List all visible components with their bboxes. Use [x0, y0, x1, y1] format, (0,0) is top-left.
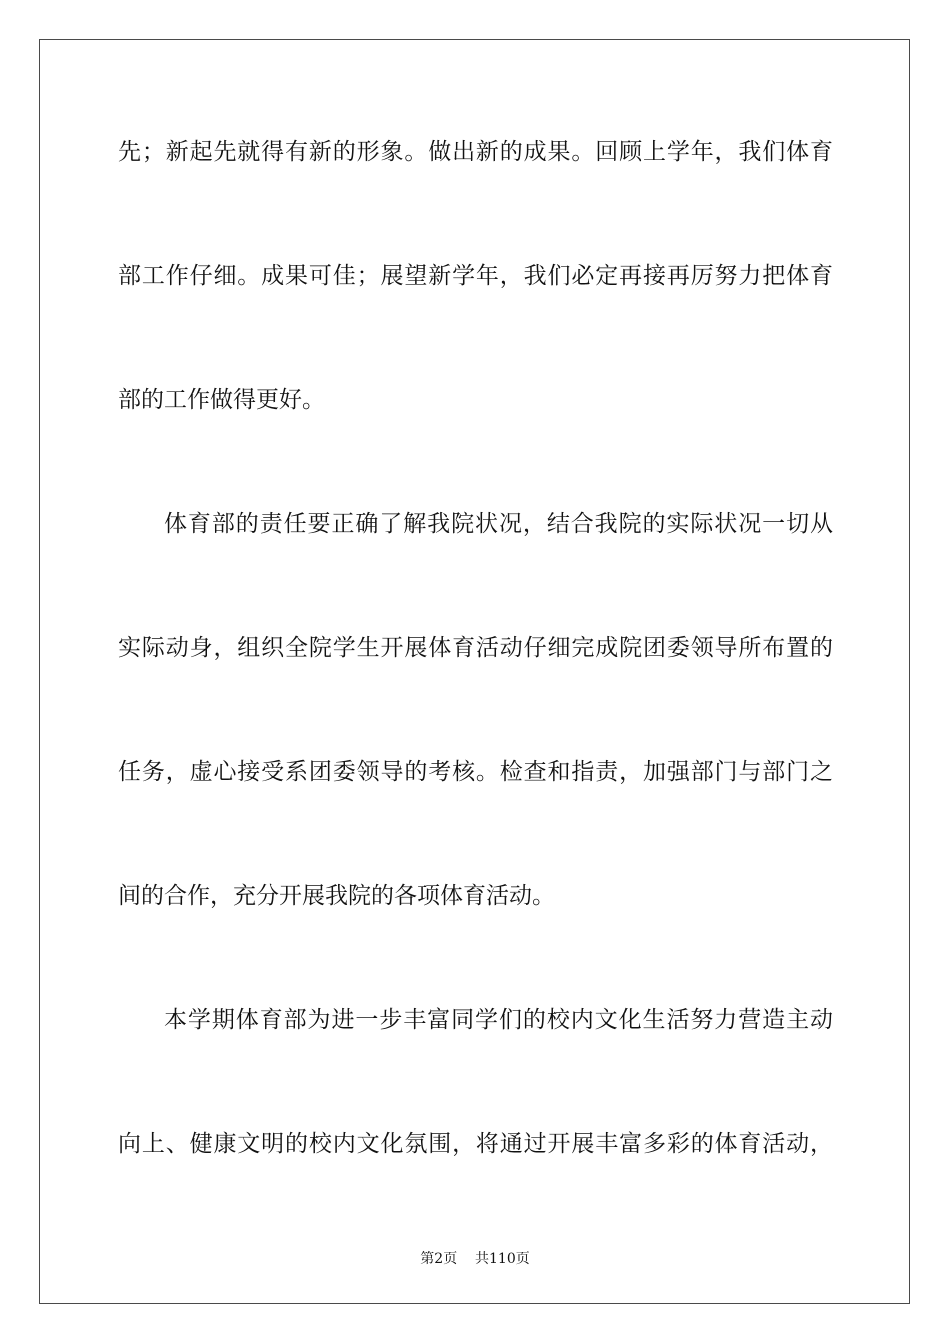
text-line-7: 间的合作，充分开展我院的各项体育活动。: [118, 883, 555, 909]
total-pages: 110: [489, 1251, 516, 1267]
page-number: 2: [434, 1251, 444, 1267]
text-line-4: 体育部的责任要正确了解我院状况，结合我院的实际状况一切从: [164, 511, 833, 537]
page-footer: [0, 1248, 950, 1268]
total-prefix: 共: [475, 1251, 489, 1267]
page-prefix: 第: [420, 1251, 435, 1267]
page-suffix: 页: [443, 1251, 458, 1267]
text-line-3: 部的工作做得更好。: [118, 387, 325, 413]
page-border: [39, 39, 910, 1304]
text-line-2: 部工作仔细。成果可佳；展望新学年，我们必定再接再厉努力把体育: [118, 263, 833, 289]
total-suffix: 页: [515, 1251, 530, 1267]
text-line-9: 向上、健康文明的校内文化氛围，将通过开展丰富多彩的体育活动，: [118, 1131, 833, 1157]
text-line-8: 本学期体育部为进一步丰富同学们的校内文化生活努力营造主动: [164, 1007, 833, 1033]
text-line-6: 任务，虚心接受系团委领导的考核。检查和指责，加强部门与部门之: [118, 759, 833, 785]
text-line-5: 实际动身，组织全院学生开展体育活动仔细完成院团委领导所布置的: [118, 635, 833, 661]
text-line-1: 先；新起先就得有新的形象。做出新的成果。回顾上学年，我们体育: [118, 139, 833, 165]
